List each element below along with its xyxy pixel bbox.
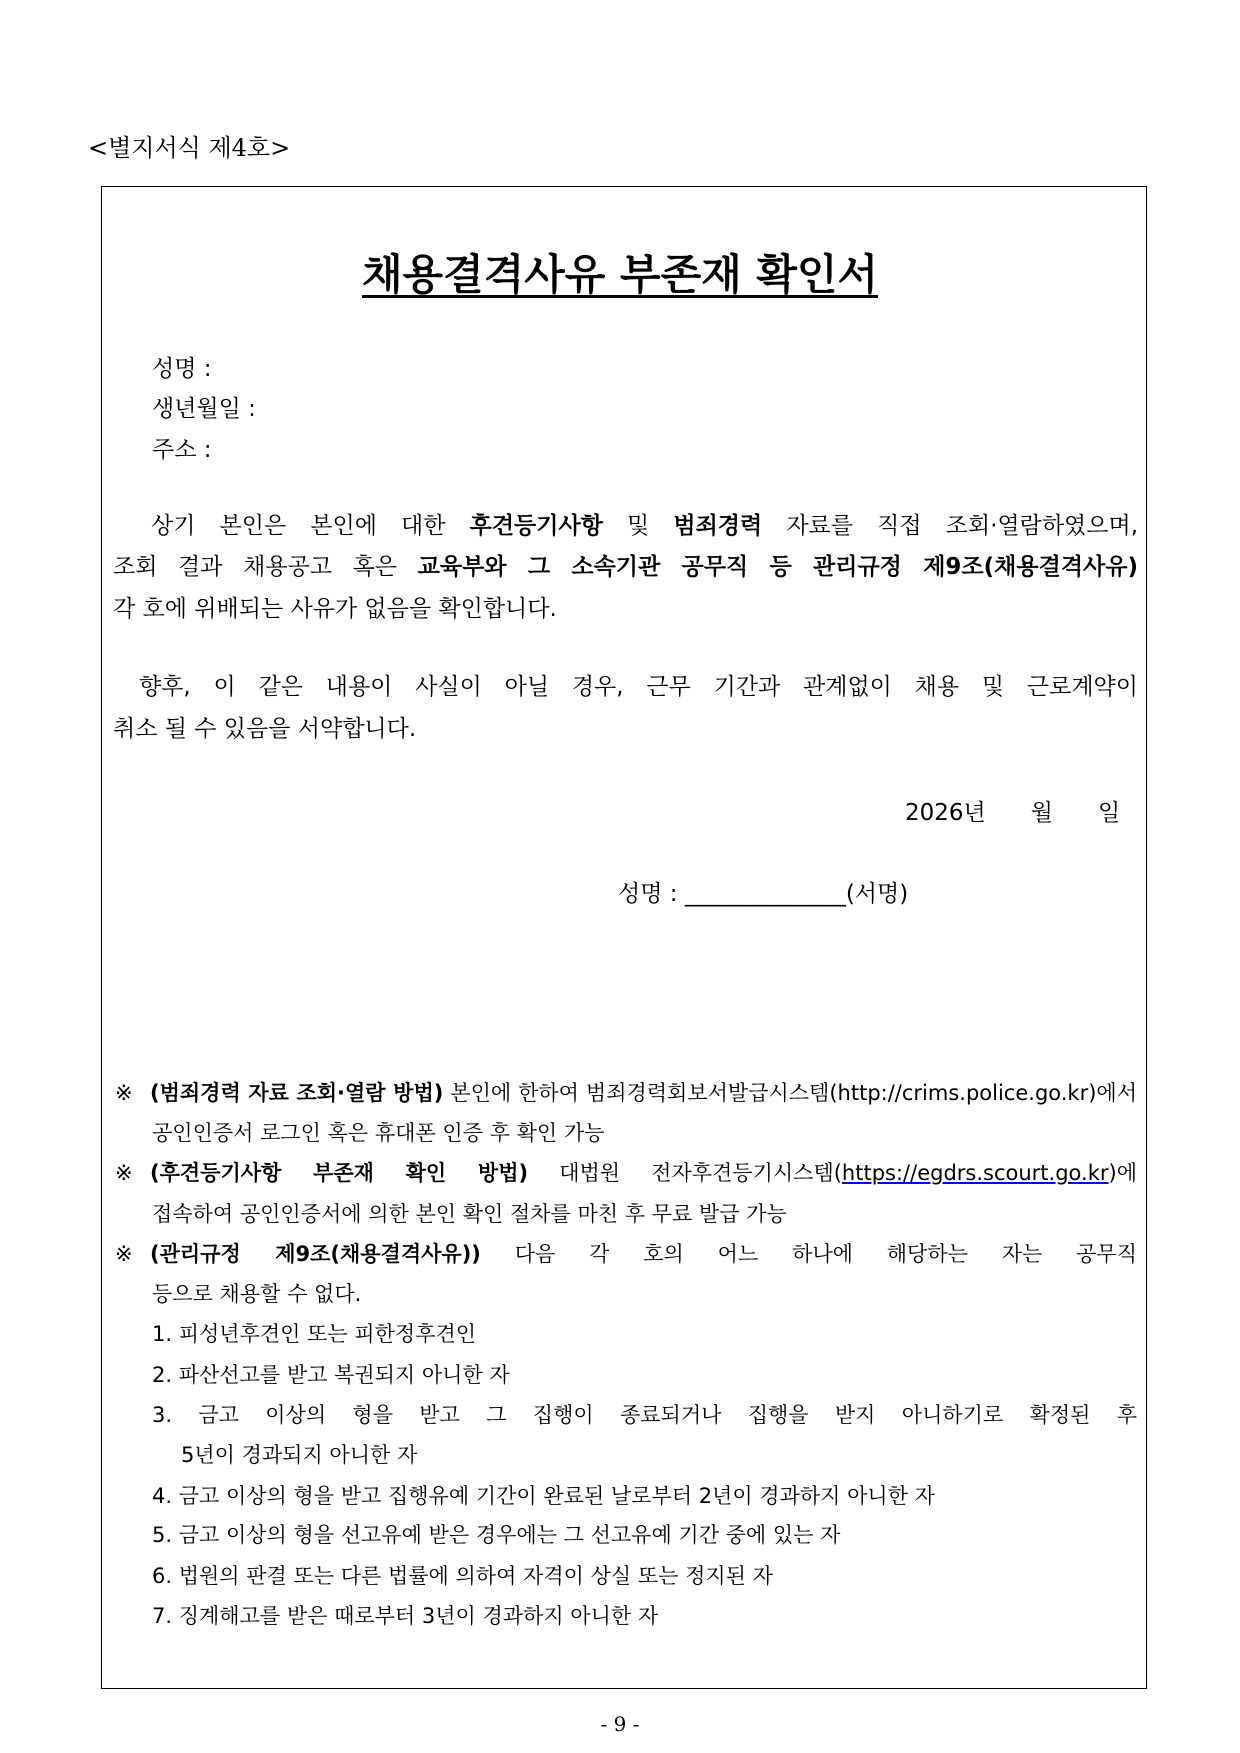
text: 및 — [602, 513, 674, 539]
signature-label: 성명 : — [618, 881, 678, 907]
title-text: 채용결격사유 부존재 확인서 — [361, 250, 879, 299]
note-body: 대법원 전자후견등기시스템( — [528, 1161, 842, 1185]
list-item: 4. 금고 이상의 형을 받고 집행유예 기간이 완료된 날로부터 2년이 경과하지 아니한 자 — [152, 1484, 935, 1508]
note-continuation: 접속하여 공인인증서에 의한 본인 확인 절차를 마친 후 무료 발급 가능 — [152, 1202, 787, 1226]
text: 자료를 직접 조회·열람하였으며, — [762, 513, 1139, 539]
emphasis: 교육부와 그 소속기관 공무직 등 관리규정 제9조(채용결격사유) — [417, 554, 1138, 580]
note-continuation: 공인인증서 로그인 혹은 휴대폰 인증 후 확인 가능 — [152, 1121, 605, 1145]
list-item-continuation: 5년이 경과되지 아니한 자 — [181, 1443, 418, 1467]
page-number: - 9 - — [600, 1712, 640, 1736]
list-item: 2. 파산선고를 받고 복권되지 아니한 자 — [152, 1363, 510, 1387]
note-guardianship — [115, 1158, 1137, 1188]
note-criminal-record — [115, 1078, 1137, 1108]
egdrs-link[interactable]: https://egdrs.scourt.go.kr — [841, 1161, 1109, 1185]
list-item: 5. 금고 이상의 형을 선고유예 받은 경우에는 그 선고유예 기간 중에 있는 자 — [152, 1523, 841, 1547]
note-heading: (범죄경력 자료 조회·열람 방법) — [150, 1081, 444, 1105]
birth-field-label: 생년월일 : — [152, 396, 256, 422]
text: 조회 결과 채용공고 혹은 — [113, 554, 418, 580]
paragraph1-line1 — [113, 511, 1138, 541]
date-year: 2026년 — [905, 800, 986, 826]
form-number: <별지서식 제4호> — [88, 134, 291, 162]
paragraph1-line2 — [113, 552, 1138, 582]
date-day: 일 — [1097, 800, 1121, 826]
document-title — [0, 242, 1240, 302]
note-body: )에 — [1108, 1161, 1137, 1185]
list-item: 6. 법원의 판결 또는 다른 법률에 의하여 자격이 상실 또는 정지된 자 — [152, 1564, 773, 1588]
signature-suffix: (서명) — [845, 881, 909, 907]
signature-line — [618, 875, 908, 908]
paragraph1-line3: 각 호에 위배되는 사유가 없음을 확인합니다. — [113, 596, 557, 622]
note-body: 다음 각 호의 어느 하나에 해당하는 자는 공무직 — [480, 1242, 1137, 1266]
note-continuation: 등으로 채용할 수 없다. — [152, 1282, 362, 1306]
note-heading: (관리규정 제9조(채용결격사유)) — [150, 1242, 481, 1266]
paragraph2-line2: 취소 될 수 있음을 서약합니다. — [113, 716, 417, 742]
list-item: 7. 징계해고를 받은 때로부터 3년이 경과하지 아니한 자 — [152, 1604, 659, 1628]
note-body: 본인에 한하여 범죄경력회보서발급시스템(http://crims.police.go.kr)에서 — [443, 1081, 1137, 1105]
name-field-label: 성명 : — [152, 356, 212, 382]
note-regulation — [115, 1239, 1137, 1269]
address-field-label: 주소 : — [152, 437, 212, 463]
text: 상기 본인은 본인에 대한 — [151, 513, 470, 539]
reference-mark-icon: ※ — [115, 1242, 133, 1266]
list-item: 1. 피성년후견인 또는 피한정후견인 — [152, 1322, 477, 1346]
emphasis: 후견등기사항 — [469, 513, 603, 539]
list-item: 3. 금고 이상의 형을 받고 그 집행이 종료되거나 집행을 받지 아니하기로 확정된 후 — [152, 1403, 1137, 1427]
emphasis: 범죄경력 — [673, 513, 763, 539]
paragraph2-line1: 향후, 이 같은 내용이 사실이 아닐 경우, 근무 기간과 관계없이 채용 및 근로계약이 — [139, 674, 1138, 700]
note-heading: (후견등기사항 부존재 확인 방법) — [150, 1161, 529, 1185]
date-month: 월 — [1030, 800, 1053, 826]
signature-blank[interactable]: ______________ — [684, 881, 846, 907]
reference-mark-icon: ※ — [115, 1081, 133, 1105]
date-line — [905, 794, 1120, 827]
reference-mark-icon: ※ — [115, 1161, 133, 1185]
